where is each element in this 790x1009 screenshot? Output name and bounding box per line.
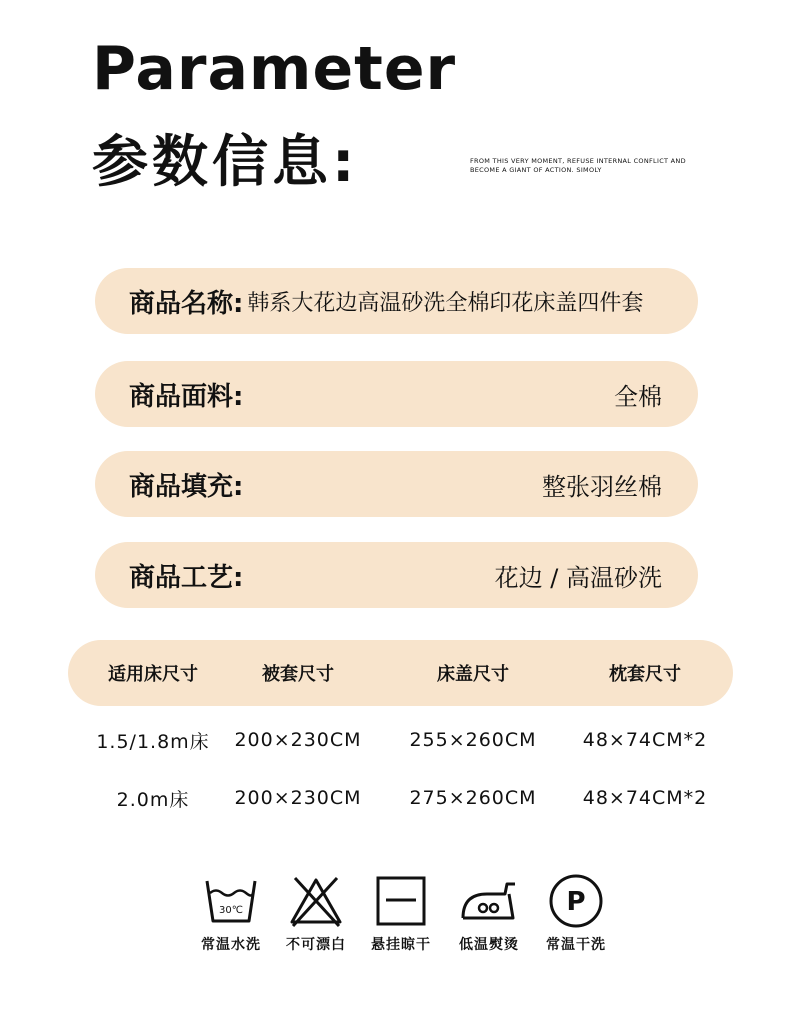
no-bleach-icon [287, 874, 345, 928]
care-wash [192, 872, 270, 954]
title-en: Parameter [92, 34, 457, 104]
size-cell: 48×74CM*2 [582, 729, 708, 751]
size-cell: 255×260CM [409, 729, 537, 751]
care-low-iron [450, 872, 528, 954]
param-filling-pill [95, 451, 698, 517]
param-label: 商品名称: [129, 288, 244, 319]
size-cell: 1.5/1.8m床 [96, 730, 210, 753]
param-name-pill [95, 268, 698, 334]
wash-temp-text: 30℃ [219, 905, 243, 916]
care-label: 常温水洗 [201, 937, 261, 953]
size-table-row [68, 720, 733, 760]
size-cell: 2.0m床 [116, 788, 190, 811]
size-cell: 200×230CM [234, 729, 362, 751]
care-label: 悬挂晾干 [371, 937, 431, 953]
param-label: 商品面料: [129, 381, 244, 412]
care-label: 低温熨烫 [459, 937, 519, 953]
hang-dry-icon [374, 874, 428, 928]
dry-clean-symbol: P [566, 887, 586, 917]
size-cell: 200×230CM [234, 787, 362, 809]
param-value: 韩系大花边高温砂洗全棉印花床盖四件套 [247, 290, 644, 316]
wash-30-icon [201, 875, 261, 927]
size-table-header [68, 640, 733, 706]
care-dry-clean [537, 872, 615, 954]
param-value: 全棉 [614, 382, 662, 411]
low-iron-icon [457, 876, 521, 926]
param-label: 商品填充: [129, 471, 244, 502]
param-value: 花边 / 高温砂洗 [494, 563, 662, 592]
size-header-cell: 床盖尺寸 [437, 664, 509, 685]
title-cn: 参数信息: [92, 130, 359, 195]
param-fabric-pill [95, 361, 698, 427]
dry-clean-p-icon [546, 872, 606, 930]
motto-text: FROM THIS VERY MOMENT, REFUSE INTERNAL CONFLICT AND BECOME A GIANT OF ACTION. SIMOLY [470, 157, 686, 174]
size-header-cell: 被套尺寸 [262, 664, 334, 685]
param-value: 整张羽丝棉 [542, 472, 662, 501]
care-no-bleach [277, 872, 355, 954]
care-hang-dry [362, 872, 440, 954]
size-header-cell: 枕套尺寸 [609, 664, 681, 685]
care-label: 不可漂白 [286, 937, 346, 953]
param-craft-pill [95, 542, 698, 608]
param-label: 商品工艺: [129, 562, 244, 593]
size-cell: 48×74CM*2 [582, 787, 708, 809]
care-label: 常温干洗 [546, 937, 606, 953]
size-header-cell: 适用床尺寸 [108, 664, 198, 685]
size-table-row [68, 778, 733, 818]
size-cell: 275×260CM [409, 787, 537, 809]
